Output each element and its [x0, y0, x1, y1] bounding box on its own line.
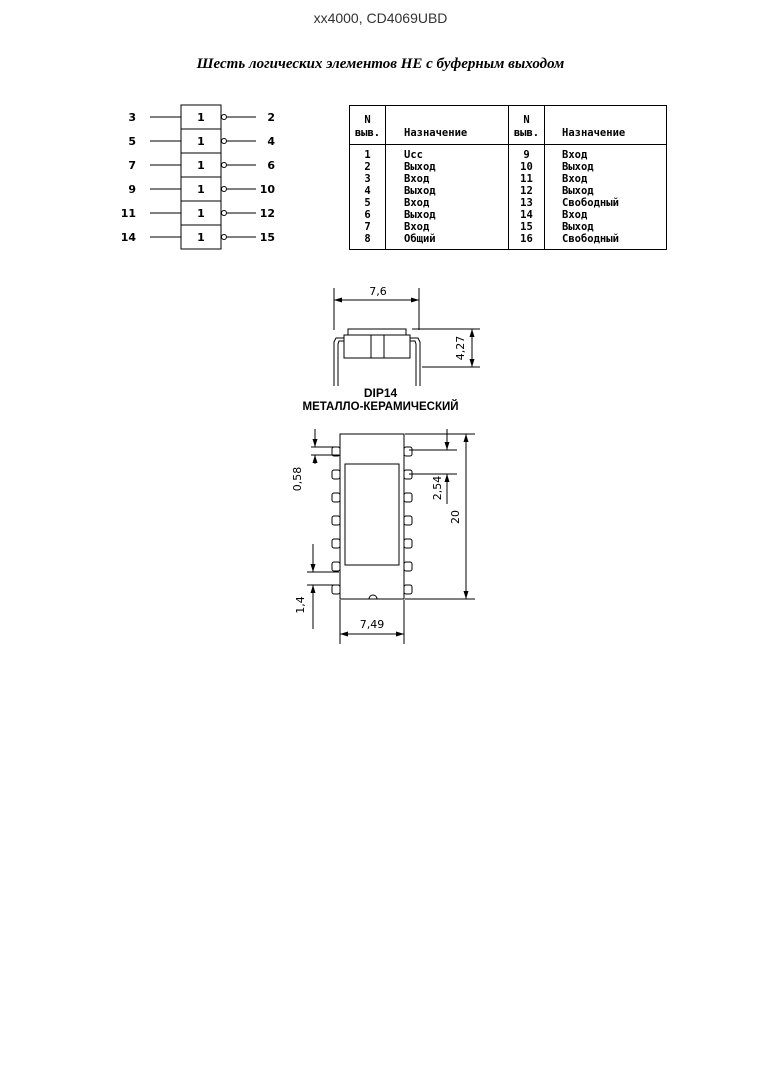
inverter-gate: [121, 201, 275, 225]
package-pin-right: [404, 562, 412, 571]
pin-function: Вход: [386, 221, 509, 233]
dim-pitch-label: 2,54: [431, 475, 444, 501]
pin-number: 12: [509, 185, 545, 197]
pin-number: 10: [509, 161, 545, 173]
logic-diagram: [120, 100, 290, 255]
function-header-left: Назначение: [386, 106, 509, 145]
pin-function: Выход: [545, 221, 667, 233]
output-pin-label: 4: [267, 135, 275, 148]
gate-symbol: 1: [197, 183, 205, 196]
gate-symbol: 1: [197, 231, 205, 244]
output-pin-label: 10: [259, 183, 275, 196]
package-pin-left: [332, 516, 340, 525]
inverter-gate: [128, 129, 275, 153]
pin-table: [349, 105, 667, 250]
document-header: xx4000, CD4069UBD: [313, 10, 448, 26]
input-pin-label: 14: [120, 231, 136, 244]
input-pin-label: 5: [128, 135, 136, 148]
pin-function: Выход: [545, 185, 667, 197]
output-pin-label: 6: [267, 159, 275, 172]
input-pin-label: 3: [128, 111, 136, 124]
dim-length-label: 20: [449, 510, 462, 524]
pin-function: Вход: [545, 209, 667, 221]
pin-number: 13: [509, 197, 545, 209]
pin-row: [350, 197, 667, 209]
pin-number: 1: [350, 145, 386, 162]
pin-function: Выход: [386, 161, 509, 173]
gate-symbol: 1: [197, 159, 205, 172]
output-pin-label: 15: [259, 231, 275, 244]
pin-function: Общий: [386, 233, 509, 250]
inverter-gate: [128, 177, 275, 201]
package-pin-right: [404, 447, 412, 456]
package-pin-left: [332, 493, 340, 502]
pin-row: [350, 233, 667, 250]
pin-number: 11: [509, 173, 545, 185]
package-name: DIP14: [363, 386, 398, 400]
pin-function: Вход: [545, 145, 667, 162]
package-pin-right: [404, 493, 412, 502]
pin-function: Выход: [386, 185, 509, 197]
pin-header-n: N: [523, 114, 530, 126]
inverter-gate: [121, 225, 275, 249]
pin-row: [350, 173, 667, 185]
pin-function: Свободный: [545, 233, 667, 250]
pin-number: 6: [350, 209, 386, 221]
pin-function: Ucc: [386, 145, 509, 162]
inverter-gate: [128, 153, 275, 177]
pin-header-vyv: выв.: [354, 127, 381, 139]
inversion-bubble: [222, 235, 227, 240]
pin-number: 3: [350, 173, 386, 185]
package-pin-right: [404, 585, 412, 594]
inversion-bubble: [222, 163, 227, 168]
gate-symbol: 1: [197, 111, 205, 124]
pin-number-header-right: [509, 106, 545, 145]
inversion-bubble: [222, 211, 227, 216]
output-pin-label: 2: [267, 111, 275, 124]
input-pin-label: 9: [128, 183, 136, 196]
package-material: МЕТАЛЛО-КЕРАМИЧЕСКИЙ: [302, 401, 459, 413]
pin-function: Свободный: [545, 197, 667, 209]
pin-function: Вход: [386, 197, 509, 209]
pin-function: Вход: [386, 173, 509, 185]
dim-width-label: 7,6: [369, 285, 387, 298]
pin-row: [350, 209, 667, 221]
package-pin-left: [332, 585, 340, 594]
pin-header-n: N: [364, 114, 371, 126]
input-pin-label: 7: [128, 159, 136, 172]
pin-row: [350, 145, 667, 162]
pin-row: [350, 221, 667, 233]
package-pin-right: [404, 516, 412, 525]
document-subtitle: Шесть логических элементов НЕ с буферным выходом: [196, 56, 565, 72]
pin-function: Выход: [545, 161, 667, 173]
pin-row: [350, 185, 667, 197]
pin-number: 16: [509, 233, 545, 250]
inversion-bubble: [222, 115, 227, 120]
package-pin-left: [332, 562, 340, 571]
pin-number: 5: [350, 197, 386, 209]
dim-pin-label: 0,58: [291, 466, 304, 492]
pin-number: 14: [509, 209, 545, 221]
dim-end-label: 1,4: [294, 596, 307, 614]
pin-number-header-left: [350, 106, 386, 145]
pin-number: 4: [350, 185, 386, 197]
package-pin-right: [404, 539, 412, 548]
gate-symbol: 1: [197, 207, 205, 220]
dim-height-label: 4,27: [454, 335, 467, 361]
pin-function: Выход: [386, 209, 509, 221]
output-pin-label: 12: [259, 207, 275, 220]
pin-header-vyv: выв.: [513, 127, 540, 139]
pin-number: 8: [350, 233, 386, 250]
dim-body-width-label: 7,49: [359, 618, 385, 631]
input-pin-label: 11: [120, 207, 136, 220]
pin-number: 7: [350, 221, 386, 233]
pin-number: 9: [509, 145, 545, 162]
package-top-view: [285, 424, 485, 646]
pin-row: [350, 161, 667, 173]
function-header-right: Назначение: [545, 106, 667, 145]
inverter-gate: [128, 105, 275, 129]
pin-number: 2: [350, 161, 386, 173]
gate-symbol: 1: [197, 135, 205, 148]
inversion-bubble: [222, 187, 227, 192]
package-side-view: [320, 278, 500, 386]
package-pin-left: [332, 539, 340, 548]
package-pin-left: [332, 470, 340, 479]
pin-number: 15: [509, 221, 545, 233]
pin-function: Вход: [545, 173, 667, 185]
inversion-bubble: [222, 139, 227, 144]
